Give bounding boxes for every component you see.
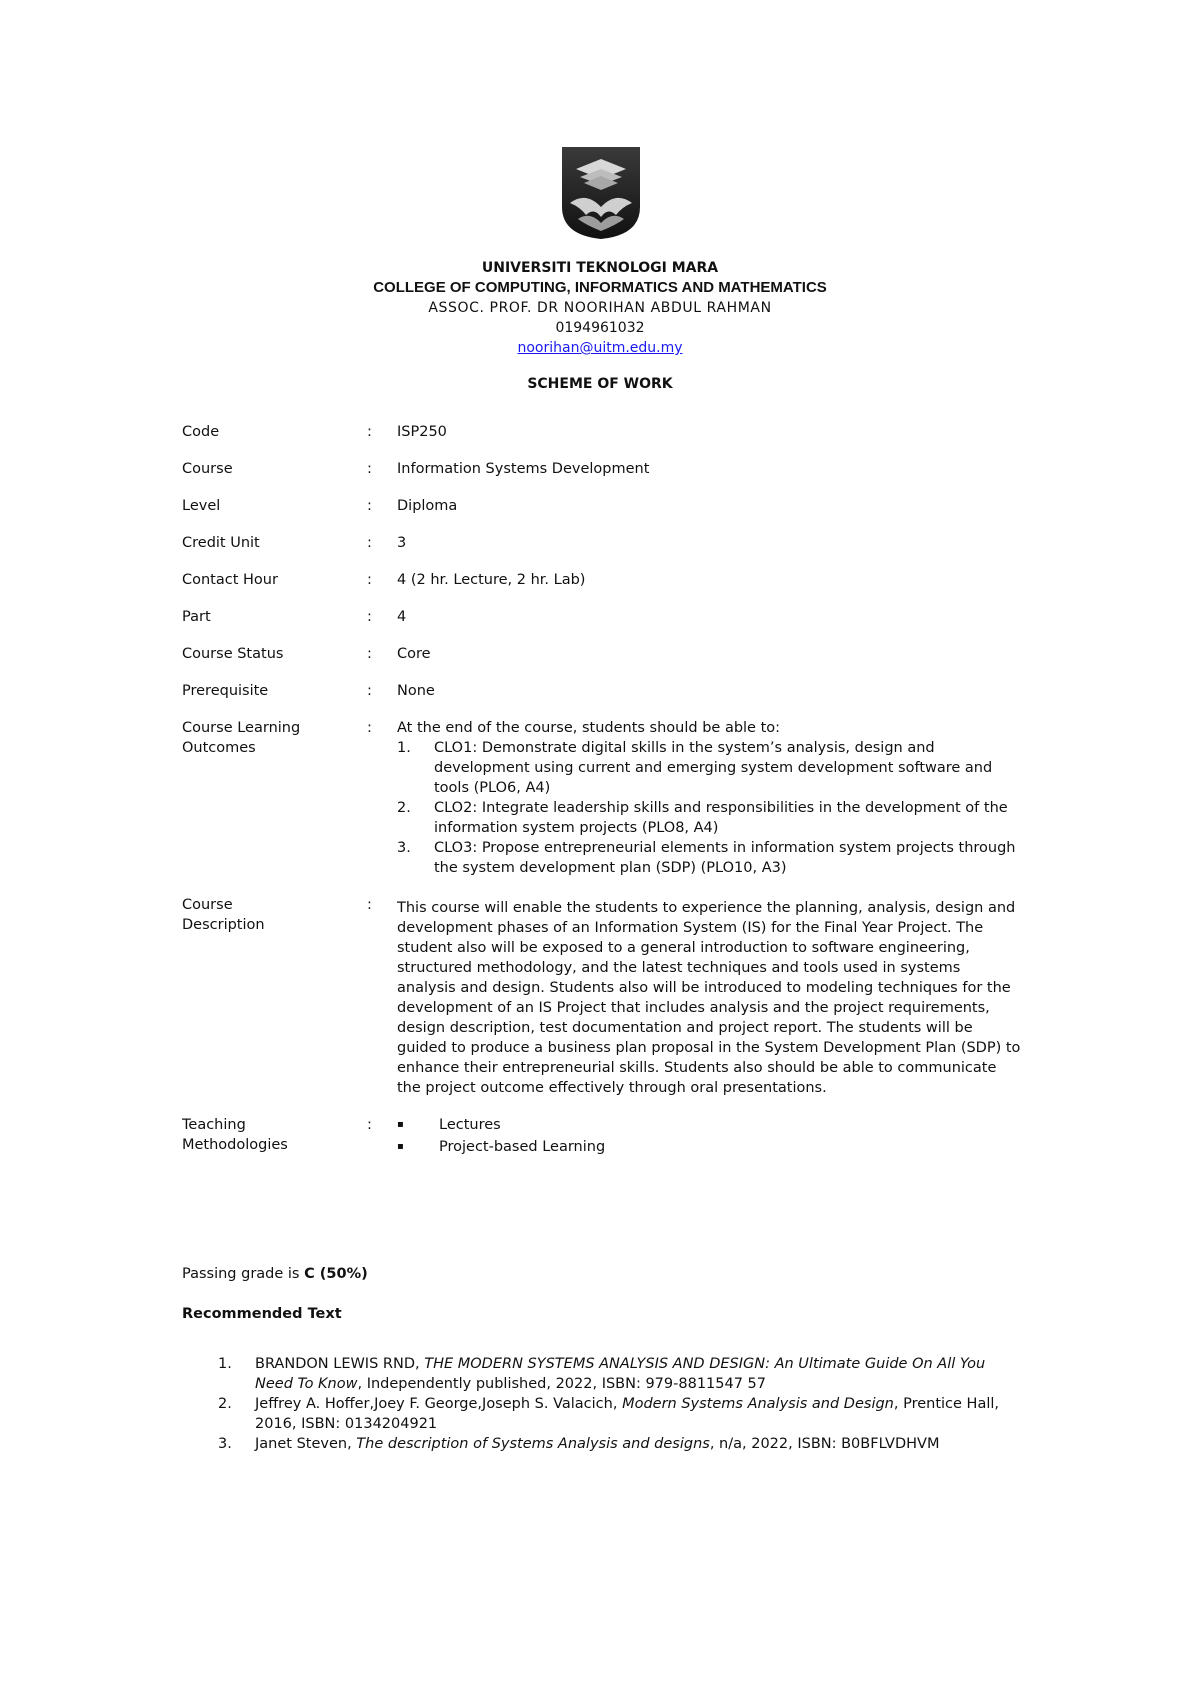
- field-separator: :: [367, 535, 372, 551]
- field-separator: :: [367, 897, 372, 913]
- field-value: ISP250: [397, 424, 447, 440]
- field-separator: :: [367, 1117, 372, 1133]
- field-label: Course Status: [182, 646, 284, 662]
- reference-text: [255, 1354, 1018, 1394]
- institution-header: [0, 258, 1200, 358]
- document-title: SCHEME OF WORK: [527, 376, 673, 392]
- reference-title: The description of Systems Analysis and designs: [356, 1436, 710, 1452]
- lecturer-phone: 0194961032: [555, 320, 645, 336]
- teaching-value: [397, 1115, 1022, 1159]
- reference-author: Janet Steven,: [255, 1436, 357, 1452]
- field-value: 3: [397, 535, 407, 551]
- field-row: [182, 681, 1022, 718]
- lecturer-email-link[interactable]: noorihan@uitm.edu.my: [517, 340, 683, 356]
- clo-list: [397, 738, 1022, 878]
- field-separator: :: [367, 609, 372, 625]
- recommended-text-list: [218, 1354, 1018, 1454]
- field-value: Diploma: [397, 498, 458, 514]
- clo-text: CLO2: Integrate leadership skills and responsibilities in the development of the information system projects (PLO8, A4): [434, 800, 1008, 836]
- clo-text: CLO1: Demonstrate digital skills in the system’s analysis, design and development using current and emerging system development software and tools (PLO6, A4): [434, 740, 993, 796]
- reference-number: 1.: [218, 1356, 232, 1372]
- reference-text: [255, 1394, 1018, 1434]
- recommended-text-heading: Recommended Text: [182, 1306, 342, 1322]
- field-row: [182, 459, 1022, 496]
- passing-grade: [182, 1266, 368, 1282]
- field-separator: :: [367, 424, 372, 440]
- field-row: [182, 496, 1022, 533]
- field-row: [182, 644, 1022, 681]
- teaching-item: [397, 1115, 1022, 1135]
- clo-text: CLO3: Propose entrepreneurial elements in information system projects through the system development plan (SDP) (PLO10, A3): [434, 840, 1016, 876]
- field-row: [182, 570, 1022, 607]
- field-label: Contact Hour: [182, 572, 278, 588]
- clo-number: 1.: [397, 740, 411, 756]
- field-separator: :: [367, 461, 372, 477]
- clo-row: [182, 718, 1022, 895]
- course-info-table: [182, 422, 1022, 1159]
- teaching-row: [182, 1115, 1022, 1159]
- field-label: Course: [182, 461, 233, 477]
- uitm-logo-icon: [560, 145, 642, 240]
- teaching-list: [397, 1115, 1022, 1157]
- teaching-item-text: Project-based Learning: [439, 1139, 606, 1155]
- field-value: Core: [397, 646, 431, 662]
- reference-item: [218, 1434, 1018, 1454]
- field-label: Course Description: [182, 897, 265, 933]
- field-value: 4 (2 hr. Lecture, 2 hr. Lab): [397, 572, 586, 588]
- field-separator: :: [367, 683, 372, 699]
- field-separator: :: [367, 720, 372, 736]
- clo-item: [397, 738, 1022, 798]
- bullet-icon: ▪: [397, 1119, 404, 1130]
- clo-value: [397, 718, 1022, 895]
- field-value: 4: [397, 609, 407, 625]
- clo-intro: At the end of the course, students should be able to:: [397, 720, 781, 736]
- reference-title: Modern Systems Analysis and Design: [622, 1396, 894, 1412]
- reference-title: THE MODERN SYSTEMS ANALYSIS AND DESIGN: An Ultimate Guide On All You Need To Know: [255, 1356, 986, 1392]
- field-separator: :: [367, 498, 372, 514]
- field-separator: :: [367, 646, 372, 662]
- field-value: None: [397, 683, 435, 699]
- reference-publication: , Independently published, 2022, ISBN: 979-8811547 57: [357, 1376, 767, 1392]
- field-row: [182, 533, 1022, 570]
- teaching-item: [397, 1137, 1022, 1157]
- field-label: Course Learning Outcomes: [182, 720, 301, 756]
- passing-grade-prefix: Passing grade is: [182, 1266, 305, 1282]
- field-separator: :: [367, 572, 372, 588]
- bullet-icon: ▪: [397, 1141, 404, 1152]
- reference-item: [218, 1394, 1018, 1434]
- reference-author: Jeffrey A. Hoffer,Joey F. George,Joseph S. Valacich,: [255, 1396, 623, 1412]
- clo-number: 3.: [397, 840, 411, 856]
- passing-grade-value: C (50%): [304, 1266, 368, 1282]
- lecturer-name: ASSOC. PROF. DR NOORIHAN ABDUL RAHMAN: [428, 300, 772, 316]
- reference-author: BRANDON LEWIS RND,: [255, 1356, 425, 1372]
- field-label: Code: [182, 424, 220, 440]
- clo-item: [397, 838, 1022, 878]
- reference-number: 3.: [218, 1436, 232, 1452]
- description-row: [182, 895, 1022, 1115]
- college-name: COLLEGE OF COMPUTING, INFORMATICS AND MATHEMATICS: [373, 279, 827, 296]
- reference-item: [218, 1354, 1018, 1394]
- teaching-item-text: Lectures: [439, 1117, 501, 1133]
- reference-publication: , Prentice Hall, 2016, ISBN: 0134204921: [255, 1396, 1000, 1432]
- clo-item: [397, 798, 1022, 838]
- field-row: [182, 422, 1022, 459]
- field-row: [182, 607, 1022, 644]
- description-text: This course will enable the students to experience the planning, analysis, design and development phases of an Information System (IS) for the Final Year Project. The student also will be exposed to a general introduction to software engineering, structured methodology, and the latest techniques and tools used in systems analysis and design. Students also will be introduced to modeling techniques for the development of an IS Project that includes analysis and the project requirements, design description, test documentation and project report. The students will be guided to produce a business plan proposal in the System Development Plan (SDP) to enhance their entrepreneurial skills. Students also should be able to communicate the project outcome effectively through oral presentations.: [397, 900, 1021, 1096]
- field-value: Information Systems Development: [397, 461, 650, 477]
- reference-publication: , n/a, 2022, ISBN: B0BFLVDHVM: [709, 1436, 940, 1452]
- field-label: Part: [182, 609, 211, 625]
- field-label: Teaching Methodologies: [182, 1117, 288, 1153]
- reference-number: 2.: [218, 1396, 232, 1412]
- field-label: Level: [182, 498, 221, 514]
- clo-number: 2.: [397, 800, 411, 816]
- field-label: Prerequisite: [182, 683, 269, 699]
- reference-text: [255, 1434, 939, 1454]
- university-name: UNIVERSITI TEKNOLOGI MARA: [481, 260, 719, 276]
- field-label: Credit Unit: [182, 535, 260, 551]
